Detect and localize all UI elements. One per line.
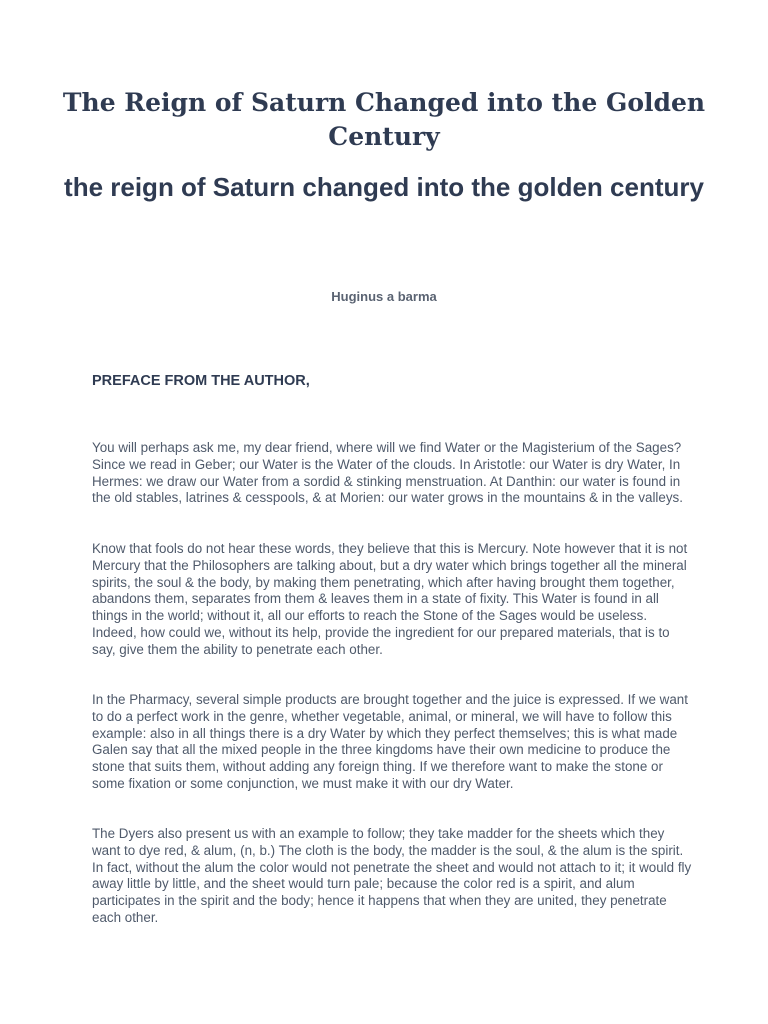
section-heading: PREFACE FROM THE AUTHOR,: [92, 373, 310, 389]
paragraph-2: Know that fools do not hear these words, they believe that this is Mercury. Note however that it is not Mercury that the Philosophers are talking about, but a dry water which brings together all the mineral spirits, the soul & the body, by making them penetrating, which after having brought them together, abandons them, separates from them & leaves them in a state of fixity. This Water is found in all things in the world; without it, all our efforts to reach the Stone of the Sages would be useless. Indeed, how could we, without its help, provide the ingredient for our prepared materials, that is to say, give them the ability to penetrate each other.: [92, 541, 688, 657]
paragraph-4: The Dyers also present us with an example to follow; they take madder for the sheets which they want to dye red, & alum, (n, b.) The cloth is the body, the madder is the soul, & the alum is the spirit. In fact, without the alum the color would not penetrate the sheet and would not attach to it; it would fly away little by little, and the sheet would turn pale; because the color red is a spirit, and alum participates in the spirit and the body; hence it happens that when they are united, they penetrate each other.: [92, 826, 692, 925]
paragraph-3: In the Pharmacy, several simple products are brought together and the juice is expressed. If we want to do a perfect work in the genre, whether vegetable, animal, or mineral, we will have to follow this example: also in all things there is a dry Water by which they perfect themselves; this is what made Galen say that all the mixed people in the three kingdoms have their own medicine to produce the stone that suits them, without adding any foreign thing. If we therefore want to make the stone or some fixation or some conjunction, we must make it with our dry Water.: [92, 692, 688, 791]
document-author: Huginus a barma: [331, 289, 437, 304]
document-title: The Reign of Saturn Changed into the Golden Century: [62, 88, 706, 151]
document-subtitle: the reign of Saturn changed into the golden century: [64, 172, 704, 202]
paragraph-1: You will perhaps ask me, my dear friend, where will we find Water or the Magisterium of the Sages? Since we read in Geber; our Water is the Water of the clouds. In Aristotle: our Water is dry Water, In Hermes: we draw our Water from a sordid & stinking menstruation. At Danthin: our water is found in the old stables, latrines & cesspools, & at Morien: our water grows in the mountains & in the valleys.: [92, 440, 683, 506]
